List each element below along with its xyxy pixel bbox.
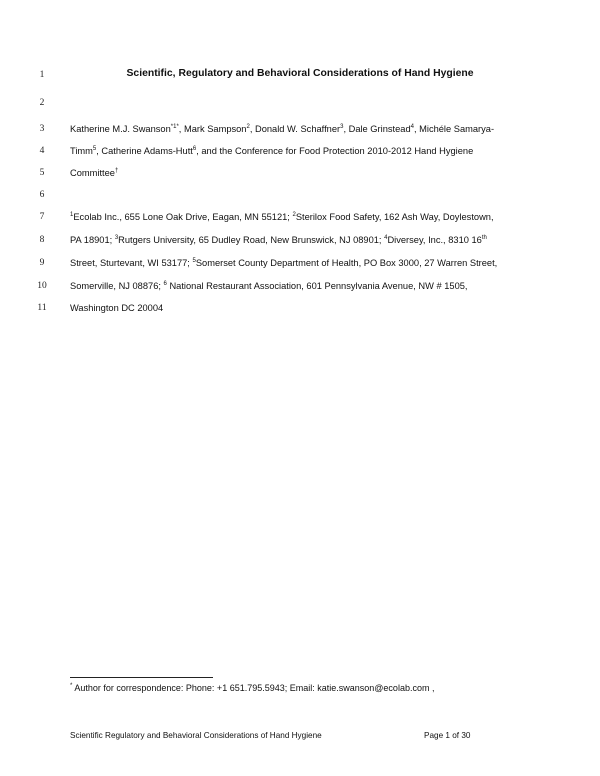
running-footer-title: Scientific Regulatory and Behavioral Considerations of Hand Hygiene bbox=[70, 731, 322, 740]
affiliation-line-8: PA 18901; $^3$Rutgers University, 65 Dudley Road, New Brunswick, NJ 08901; $^4$Diversey, Inc., 8310 16th bbox=[70, 235, 487, 245]
affiliation-line-11: Washington DC 20004 bbox=[70, 303, 164, 313]
page-number: Page 1 of 30 bbox=[424, 731, 471, 740]
line-number-5: 5 bbox=[39, 168, 45, 178]
affiliation-line-10: Somerville, NJ 08876; $^6$ National Restaurant Association, 601 Pennsylvania Avenue, NW # 1505, bbox=[70, 281, 468, 291]
line-number-11: 11 bbox=[37, 303, 47, 313]
paper-title: Scientific, Regulatory and Behavioral Considerations of Hand Hygiene bbox=[126, 68, 474, 79]
affiliation-line-9: Street, Sturtevant, WI 53177; $^5$Somerset County Department of Health, PO Box 3000, 27 Warren Street, bbox=[70, 258, 498, 268]
footnote-text: Author for correspondence: Phone: +1 651.795.5943; Email: katie.swanson@ecolab.com , bbox=[72, 683, 435, 693]
line-number-2: 2 bbox=[39, 98, 45, 108]
line-number-1: 1 bbox=[39, 70, 45, 80]
line-number-8: 8 bbox=[39, 235, 45, 245]
line-number-4: 4 bbox=[39, 146, 45, 156]
footnote: * Author for correspondence: Phone: +1 651.795.5943; Email: katie.swanson@ecolab.com , bbox=[70, 683, 435, 693]
author-line-5: Committee† bbox=[70, 168, 119, 178]
line-number-7: 7 bbox=[39, 212, 45, 222]
line-number-9: 9 bbox=[39, 258, 45, 268]
line-number-3: 3 bbox=[39, 124, 45, 134]
affiliation-line-7: $^1$Ecolab Inc., 655 Lone Oak Drive, Eagan, MN 55121; $^2$Sterilox Food Safety, 162 Ash Way, Doylestown, bbox=[70, 212, 494, 222]
line-number-10: 10 bbox=[37, 281, 47, 291]
author-line-3: Katherine M.J. Swanson$^{*1*}$, Mark Sampson$^2$, Donald W. Schaffner$^3$, Dale Grinstead$^4$, Michéle Samarya- bbox=[70, 124, 495, 134]
footnote-divider bbox=[70, 677, 213, 678]
line-number-6: 6 bbox=[39, 190, 45, 200]
author-line-4: Timm$^5$, Catherine Adams-Hutt$^6$, and the Conference for Food Protection 2010-2012 Hand Hygiene bbox=[70, 146, 474, 156]
